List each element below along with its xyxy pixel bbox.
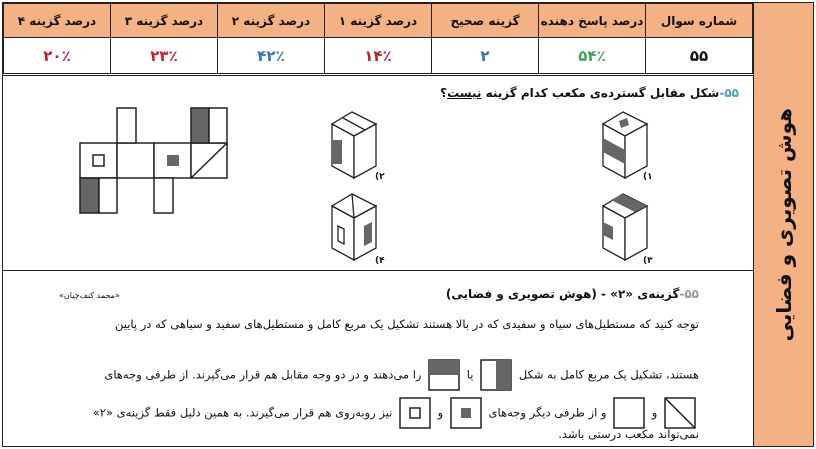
- answer-heading: ۵۵-گزینه‌ی «۲» - (هوش تصویری و فضایی): [445, 287, 699, 301]
- stats-table: [3, 3, 753, 74]
- value-correct-option: ۲: [432, 38, 539, 74]
- half-black-square-icon: [480, 359, 512, 391]
- stats-header-row: [4, 4, 753, 38]
- value-option2-percent: ۴۲٪: [218, 38, 325, 74]
- question-text: ۵۵-شکل مقابل گسترده‌ی مکعب کدام گزینه نیست؟: [440, 86, 739, 100]
- option-label-2: (۲: [375, 172, 385, 182]
- explanation-line-4: نمی‌تواند مکعب درستی باشد.: [558, 427, 699, 441]
- outlined-center-square-icon: [399, 397, 431, 429]
- empty-square-icon: [613, 397, 645, 429]
- header-option4-percent: درصد گزینه ۴: [4, 4, 111, 38]
- value-option4-percent: ۲۰٪: [4, 38, 111, 74]
- question-keyword: نیست: [447, 86, 482, 100]
- header-option1-percent: درصد گزینه ۱: [325, 4, 432, 38]
- answer-section: [3, 273, 753, 448]
- card-frame: [2, 2, 814, 447]
- half-black-top-square-icon: [428, 359, 460, 391]
- explanation-line-1: توجه کنید که مستطیل‌های سیاه و سفیدی که در بالا هستند تشکیل یک مربع کامل و مستطیل‌های سفید و سیاهی که در پایین: [114, 317, 699, 331]
- question-number: ۵۵-: [719, 86, 739, 100]
- explanation-line-3: و و از طرفی دیگر وجه‌های و نیز روبه‌روی هم قرار می‌گیرند. به همین دلیل فقط گزینه‌ی «۲»: [93, 397, 699, 429]
- value-question-number: ۵۵: [646, 38, 753, 74]
- answer-number: ۵۵-: [679, 287, 699, 301]
- cube-diagram-icon: [599, 192, 651, 264]
- diagonal-square-icon: [664, 397, 696, 429]
- explanation-line-2: هستند، تشکیل یک مربع کامل به شکل یا را می‌دهند و در دو وجه مقابل هم قرار می‌گیرند. از طرفی وجه‌های: [104, 359, 699, 391]
- stats-value-row: [4, 38, 753, 74]
- value-answered-percent: ۵۴٪: [539, 38, 646, 74]
- header-correct-option: گزینه صحیح: [432, 4, 539, 38]
- value-option3-percent: ۲۳٪: [111, 38, 218, 74]
- cube-diagram-icon: [328, 192, 380, 264]
- topic-sidebar: [753, 3, 813, 446]
- filled-center-square-icon: [450, 397, 482, 429]
- header-question-number: شماره سوال: [646, 4, 753, 38]
- option-label-3: (۳: [643, 256, 653, 266]
- cube-diagram-icon: [328, 110, 380, 182]
- header-answered-percent: درصد پاسخ دهنده: [539, 4, 646, 38]
- question-section: [3, 75, 753, 271]
- topic-title: هوش تصویری و فضایی: [771, 107, 796, 342]
- author-name: «محمد کنف‌چیان»: [59, 291, 120, 300]
- value-option1-percent: ۱۴٪: [325, 38, 432, 74]
- cube-net-icon: [79, 106, 229, 216]
- main-content: [3, 3, 753, 446]
- header-option3-percent: درصد گزینه ۳: [111, 4, 218, 38]
- option-label-4: (۴: [375, 256, 385, 266]
- header-option2-percent: درصد گزینه ۲: [218, 4, 325, 38]
- option-label-1: (۱: [643, 172, 653, 182]
